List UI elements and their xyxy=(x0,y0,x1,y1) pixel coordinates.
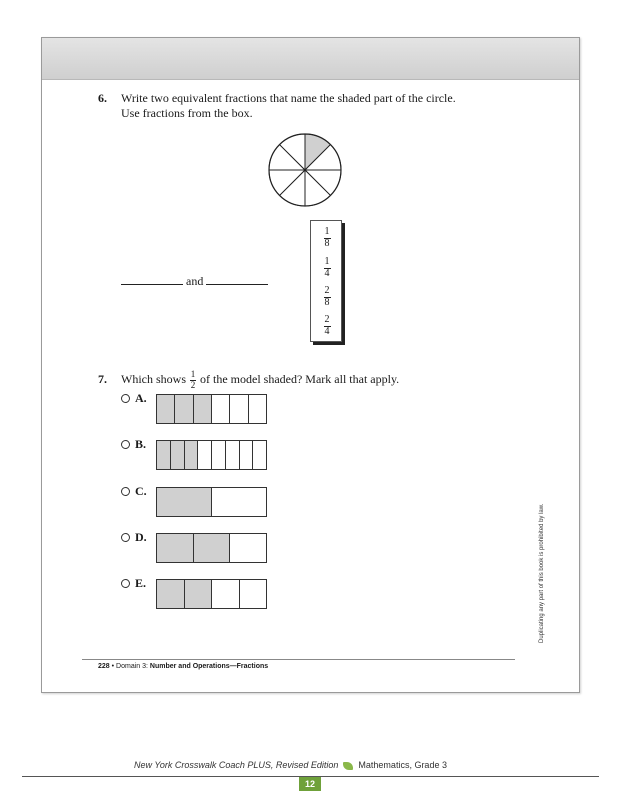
q7-text-before: Which shows xyxy=(121,371,186,386)
model-c xyxy=(156,487,267,517)
model-cell xyxy=(230,534,266,562)
book-credit xyxy=(134,760,447,770)
page-number-badge: 12 xyxy=(299,777,321,791)
worksheet-page xyxy=(41,37,580,693)
fraction-denominator: 2 xyxy=(190,380,196,390)
copyright-side-note: Duplicating any part of this book is prohibited by law. xyxy=(539,503,545,643)
model-cell-shaded xyxy=(185,441,199,469)
model-cell xyxy=(240,441,254,469)
option-a[interactable] xyxy=(121,391,147,406)
option-c-radio[interactable] xyxy=(121,487,130,496)
fraction-denominator: 4 xyxy=(324,268,330,279)
q6-line2: Use fractions from the box. xyxy=(121,106,253,120)
model-cell-shaded xyxy=(185,580,213,608)
q7-text-after: of the model shaded? Mark all that apply. xyxy=(200,371,400,386)
q6-line1: Write two equivalent fractions that name the shaded part of the circle. xyxy=(121,91,456,105)
fraction-numerator: 2 xyxy=(324,285,330,296)
model-cell xyxy=(212,488,266,516)
option-c[interactable] xyxy=(121,484,147,499)
model-e xyxy=(156,579,267,609)
option-b[interactable] xyxy=(121,437,146,452)
option-b-radio[interactable] xyxy=(121,440,130,449)
footer-domain: Domain 3: xyxy=(116,663,148,670)
footer-topic: Number and Operations—Fractions xyxy=(149,663,269,670)
one-half-fraction xyxy=(190,370,196,390)
book-subject: Mathematics, Grade 3 xyxy=(358,760,447,770)
model-cell xyxy=(240,580,267,608)
option-d-radio[interactable] xyxy=(121,533,130,542)
and-word: and xyxy=(186,274,204,288)
model-cell-shaded xyxy=(157,395,175,423)
footer-page-number: 228 xyxy=(98,663,110,670)
fraction-numerator: 2 xyxy=(324,314,330,325)
model-d xyxy=(156,533,267,563)
model-cell xyxy=(249,395,266,423)
fraction-box-item xyxy=(312,315,342,337)
q6-answer-line[interactable] xyxy=(121,274,268,289)
model-cell xyxy=(198,441,212,469)
model-cell-shaded xyxy=(157,488,212,516)
state-logo-icon xyxy=(343,762,353,770)
option-e-letter: E. xyxy=(135,576,147,590)
option-e-radio[interactable] xyxy=(121,579,130,588)
option-d[interactable] xyxy=(121,530,147,545)
fraction-box xyxy=(310,220,342,342)
fraction-box-item xyxy=(312,257,342,279)
fraction-numerator: 1 xyxy=(324,226,330,237)
page-header-band xyxy=(42,38,579,80)
q7-number: 7. xyxy=(98,372,107,386)
fraction-box-item xyxy=(312,227,342,249)
option-c-letter: C. xyxy=(135,484,147,498)
answer-blank-2[interactable] xyxy=(206,274,268,285)
model-a xyxy=(156,394,267,424)
footer-bullet: • xyxy=(111,663,115,670)
page-footer xyxy=(98,663,268,670)
q7-prompt xyxy=(121,370,399,390)
book-title: New York Crosswalk Coach PLUS, Revised Edition xyxy=(134,760,339,770)
model-cell-shaded xyxy=(175,395,193,423)
fraction-box-item xyxy=(312,286,342,308)
option-d-letter: D. xyxy=(135,530,147,544)
option-a-letter: A. xyxy=(135,391,147,405)
fraction-numerator: 1 xyxy=(324,256,330,267)
fraction-numerator: 1 xyxy=(190,369,196,379)
model-cell-shaded xyxy=(194,395,212,423)
model-cell xyxy=(230,395,248,423)
option-a-radio[interactable] xyxy=(121,394,130,403)
model-cell-shaded xyxy=(194,534,231,562)
model-cell-shaded xyxy=(157,580,185,608)
model-cell xyxy=(212,580,240,608)
model-b xyxy=(156,440,267,470)
model-cell-shaded xyxy=(157,441,171,469)
model-cell xyxy=(226,441,240,469)
model-cell xyxy=(212,395,230,423)
model-cell-shaded xyxy=(157,534,194,562)
model-cell xyxy=(253,441,266,469)
option-b-letter: B. xyxy=(135,437,147,451)
fraction-denominator: 8 xyxy=(324,297,330,308)
model-cell-shaded xyxy=(171,441,185,469)
answer-blank-1[interactable] xyxy=(121,274,183,285)
q6-number: 6. xyxy=(98,91,107,105)
shaded-circle xyxy=(267,132,343,208)
fraction-denominator: 4 xyxy=(324,326,330,337)
model-cell xyxy=(212,441,226,469)
q6-prompt xyxy=(121,91,456,121)
footer-divider xyxy=(82,659,515,660)
option-e[interactable] xyxy=(121,576,146,591)
fraction-denominator: 8 xyxy=(324,238,330,249)
